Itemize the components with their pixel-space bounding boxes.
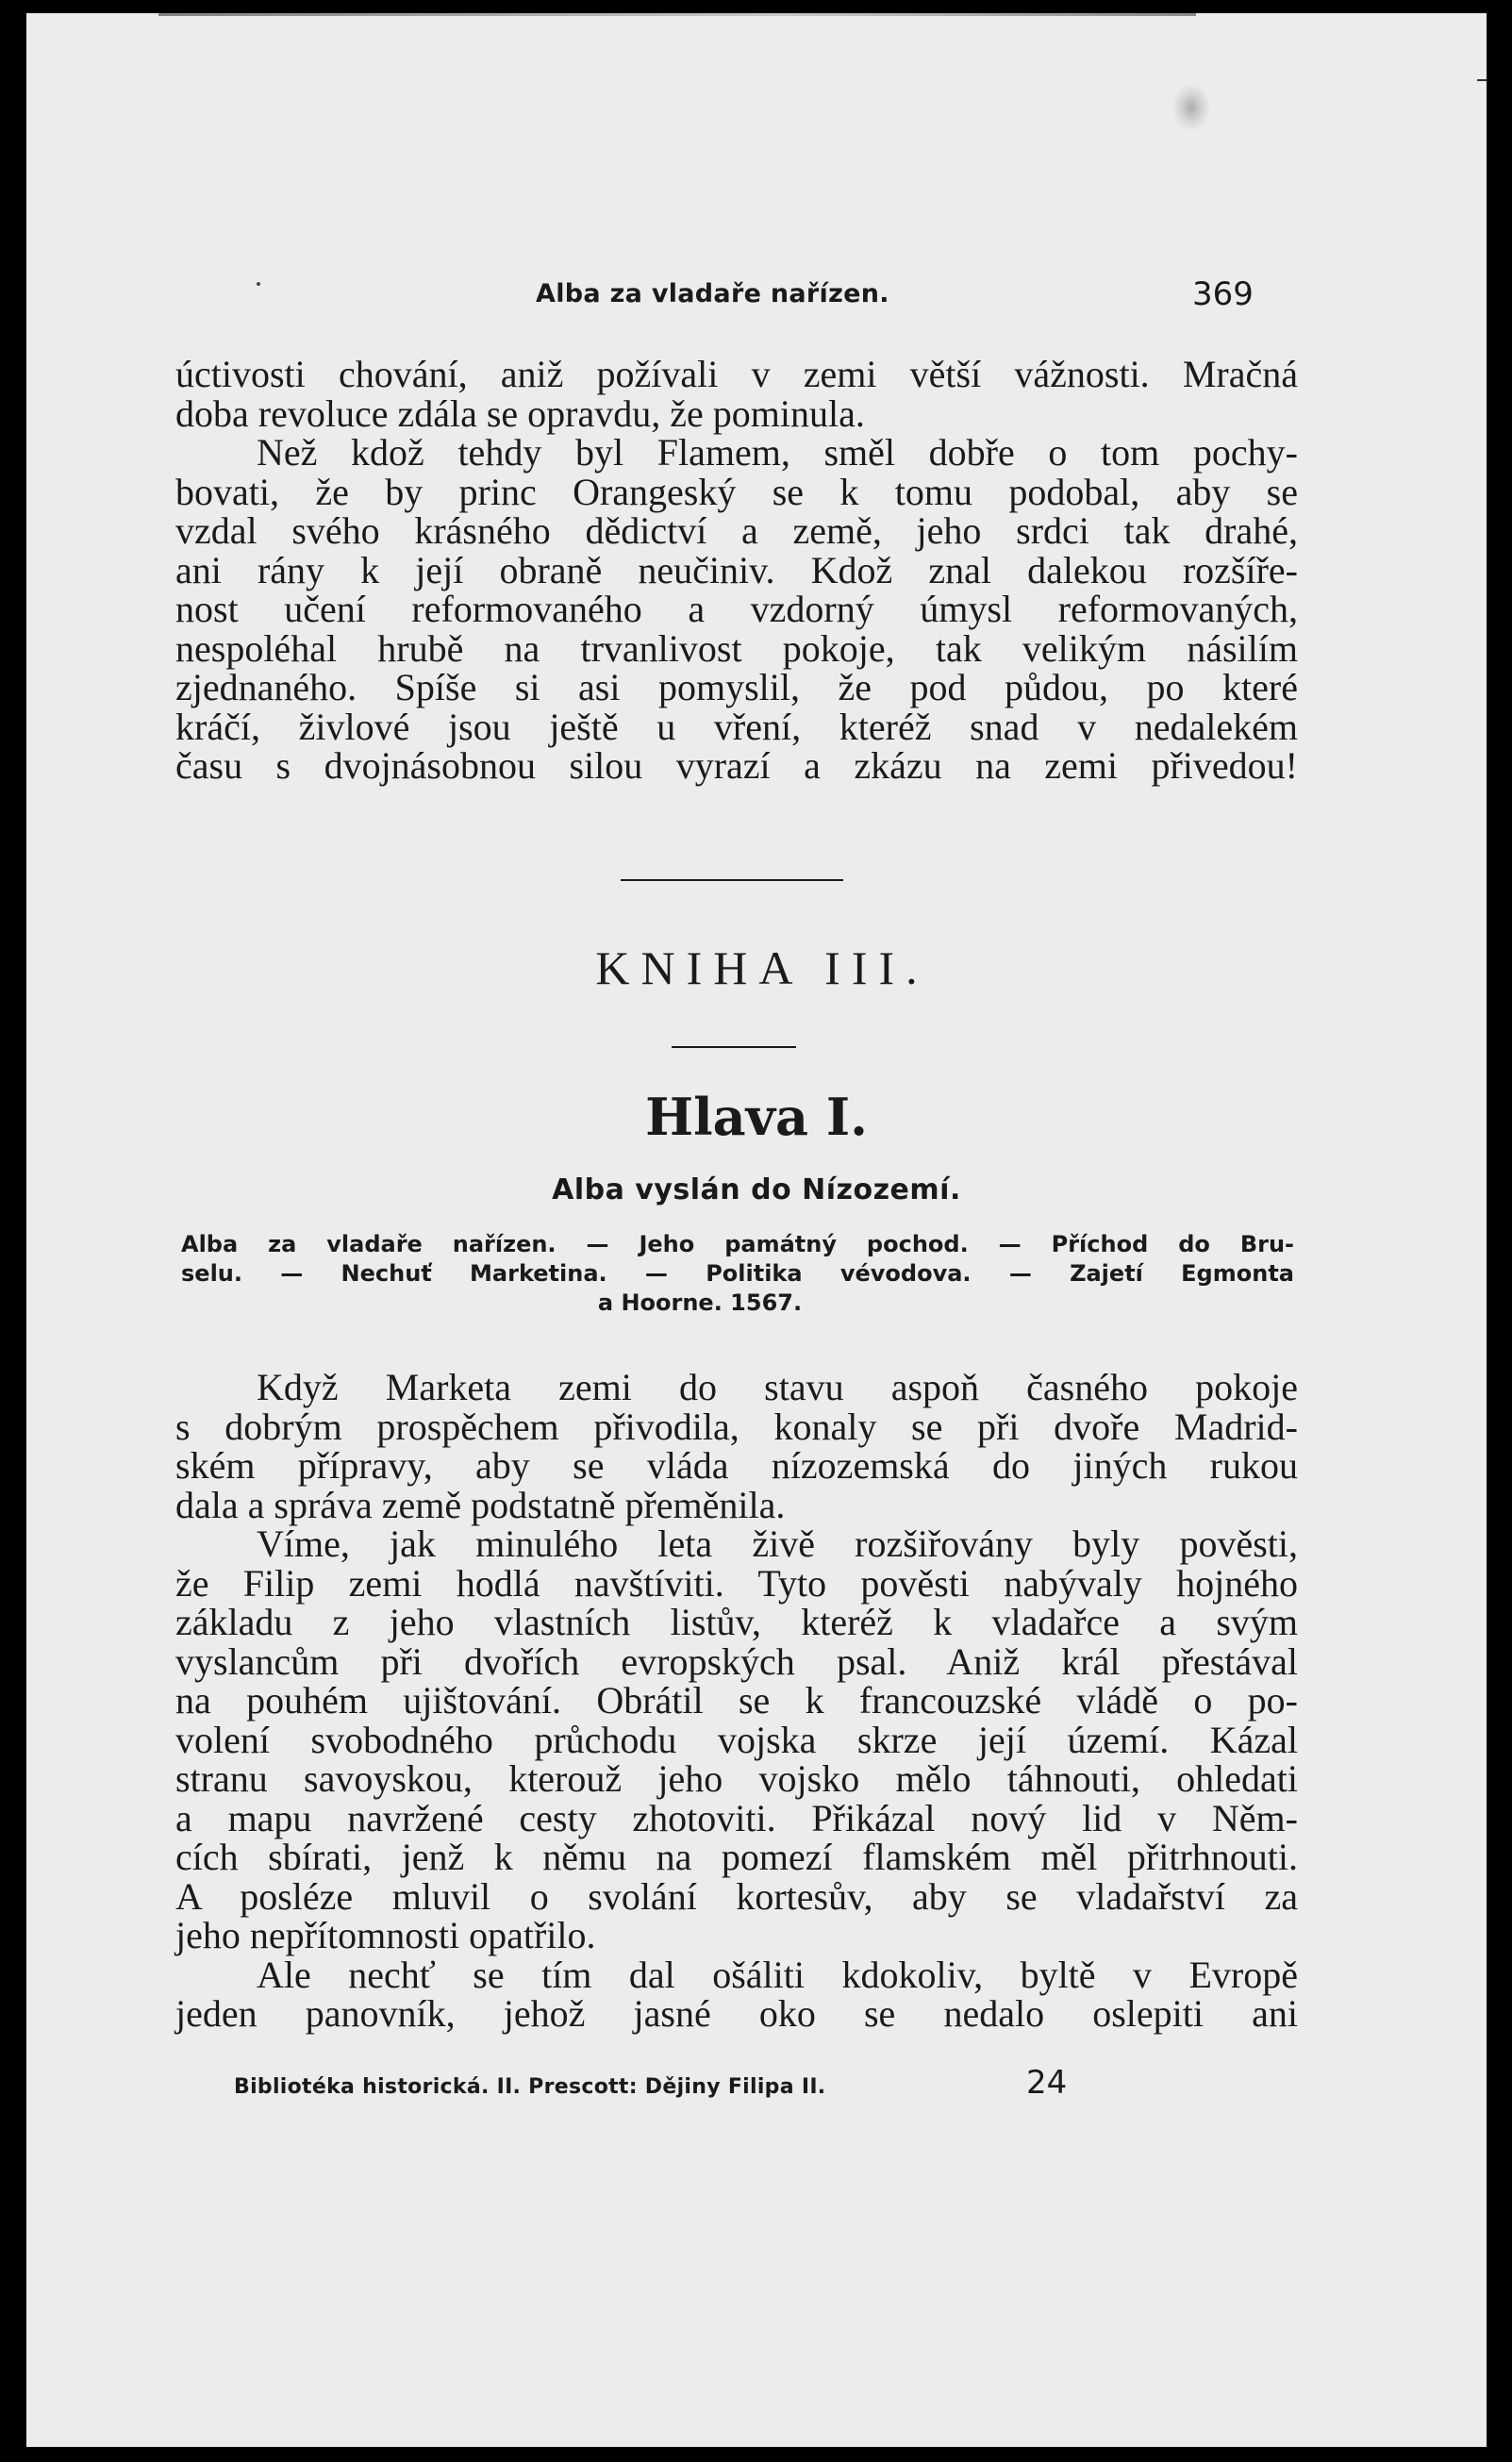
text-line: že Filip zemi hodlá navštíviti. Tyto pověsti nabývaly hojného	[175, 1561, 1298, 1605]
chapter-subtitle: Alba vyslán do Nízozemí.	[552, 1173, 961, 1206]
footer-note: Bibliotéka historická. II. Prescott: Dějiny Filipa II.	[234, 2075, 826, 2099]
text-line: Když Marketa zemi do stavu aspoň časného pokoje	[257, 1366, 1298, 1408]
text-line: na pouhém ujištování. Obrátil se k francouzské vládě o po-	[175, 1679, 1298, 1722]
chapter-heading: Hlava I.	[645, 1087, 868, 1147]
text-line: Ale nechť se tím dal ošáliti kdokoliv, byltě v Evropě	[257, 1953, 1298, 1996]
summary-line: selu. — Nechuť Marketina. — Politika vévodova. — Zajetí Egmonta	[181, 1260, 1294, 1287]
text-line: A posléze mluvil o svolání kortesův, aby se vladařství za	[175, 1874, 1298, 1918]
chapter-text	[175, 1368, 1298, 2034]
text-line: jeho nepřítomnosti opatřilo.	[175, 1914, 596, 1956]
edge-tick-mark	[1477, 79, 1487, 81]
text-line: základu z jeho vlastních listův, kteréž k vladařce a svým	[175, 1601, 1298, 1643]
summary-line: Alba za vladaře nařízen. — Jeho památný pochod. — Příchod do Bru-	[181, 1231, 1294, 1257]
book-page	[26, 13, 1487, 2447]
text-line: jeden panovník, jehož jasné oko se nedalo oslepiti ani	[175, 1992, 1298, 2035]
text-line: stranu savoyskou, kterouž jeho vojsko mělo táhnouti, ohledati	[175, 1757, 1298, 1800]
text-line: Víme, jak minulého leta živě rozšiřovány byly pověsti,	[257, 1522, 1298, 1565]
text-line: času s dvojnásobnou silou vyrazí a zkázu na zemi přivedou!	[175, 744, 1298, 787]
signature-mark: 24	[1026, 2064, 1068, 2102]
text-line: úctivosti chování, aniž požívali v zemi větší vážnosti. Mračná	[175, 353, 1298, 395]
page-footer	[26, 2060, 1487, 2107]
text-line: cích sbírati, jenž k němu na pomezí flamském měl přitrhnouti.	[175, 1836, 1298, 1878]
paper-stain	[1172, 84, 1210, 131]
chapter-summary	[181, 1230, 1294, 1318]
text-line: doba revoluce zdála se opravdu, že pominula.	[175, 391, 865, 435]
running-head	[26, 275, 1487, 323]
text-line: s dobrým prospěchem přivodila, konaly se při dvoře Madrid-	[175, 1405, 1298, 1448]
running-title: Alba za vladaře nařízen.	[536, 279, 889, 308]
text-line: ském přípravy, aby se vláda nízozemská do jiných rukou	[175, 1444, 1298, 1487]
book-heading: KNIHA III.	[595, 941, 929, 994]
text-line: zjednaného. Spíše si asi pomyslil, že pod půdou, po které	[175, 666, 1298, 708]
paragraph	[175, 355, 1298, 433]
text-line: nespoléhal hrubě na trvanlivost pokoje, tak velikým násilím	[175, 626, 1298, 670]
text-line: ani rány k její obraně neučiniv. Kdož znal dalekou rozšíře-	[175, 548, 1298, 591]
page-number: 369	[1192, 275, 1254, 313]
text-line: a mapu navržené cesty zhotoviti. Přikázal nový lid v Něm-	[175, 1796, 1298, 1839]
paragraph	[175, 433, 1298, 786]
text-line: vzdal svého krásného dědictví a země, jeho srdci tak drahé,	[175, 509, 1298, 552]
text-line: vyslancům při dvořích evropských psal. Aniž král přestával	[175, 1639, 1298, 1683]
text-line: Než kdož tehdy byl Flamem, směl dobře o tom pochy-	[257, 431, 1298, 474]
paragraph	[175, 1524, 1298, 1955]
text-line: dala a správa země podstatně přeměnila.	[175, 1483, 786, 1526]
scan-edge-mark	[158, 13, 1196, 16]
text-line: nost učení reformovaného a vzdorný úmysl reformovaných,	[175, 588, 1298, 630]
opening-text	[175, 355, 1298, 786]
paragraph	[175, 1368, 1298, 1524]
text-line: kráčí, živlové jsou ještě u vření, kteréž snad v nedalekém	[175, 705, 1298, 748]
summary-line: a Hoorne. 1567.	[597, 1289, 803, 1316]
paragraph	[175, 1955, 1298, 2034]
section-rule	[621, 879, 843, 881]
text-line: bovati, že by princ Orangeský se k tomu podobal, aby se	[175, 470, 1298, 513]
text-line: volení svobodného průchodu vojska skrze její území. Kázal	[175, 1718, 1298, 1761]
heading-rule	[672, 1046, 796, 1048]
